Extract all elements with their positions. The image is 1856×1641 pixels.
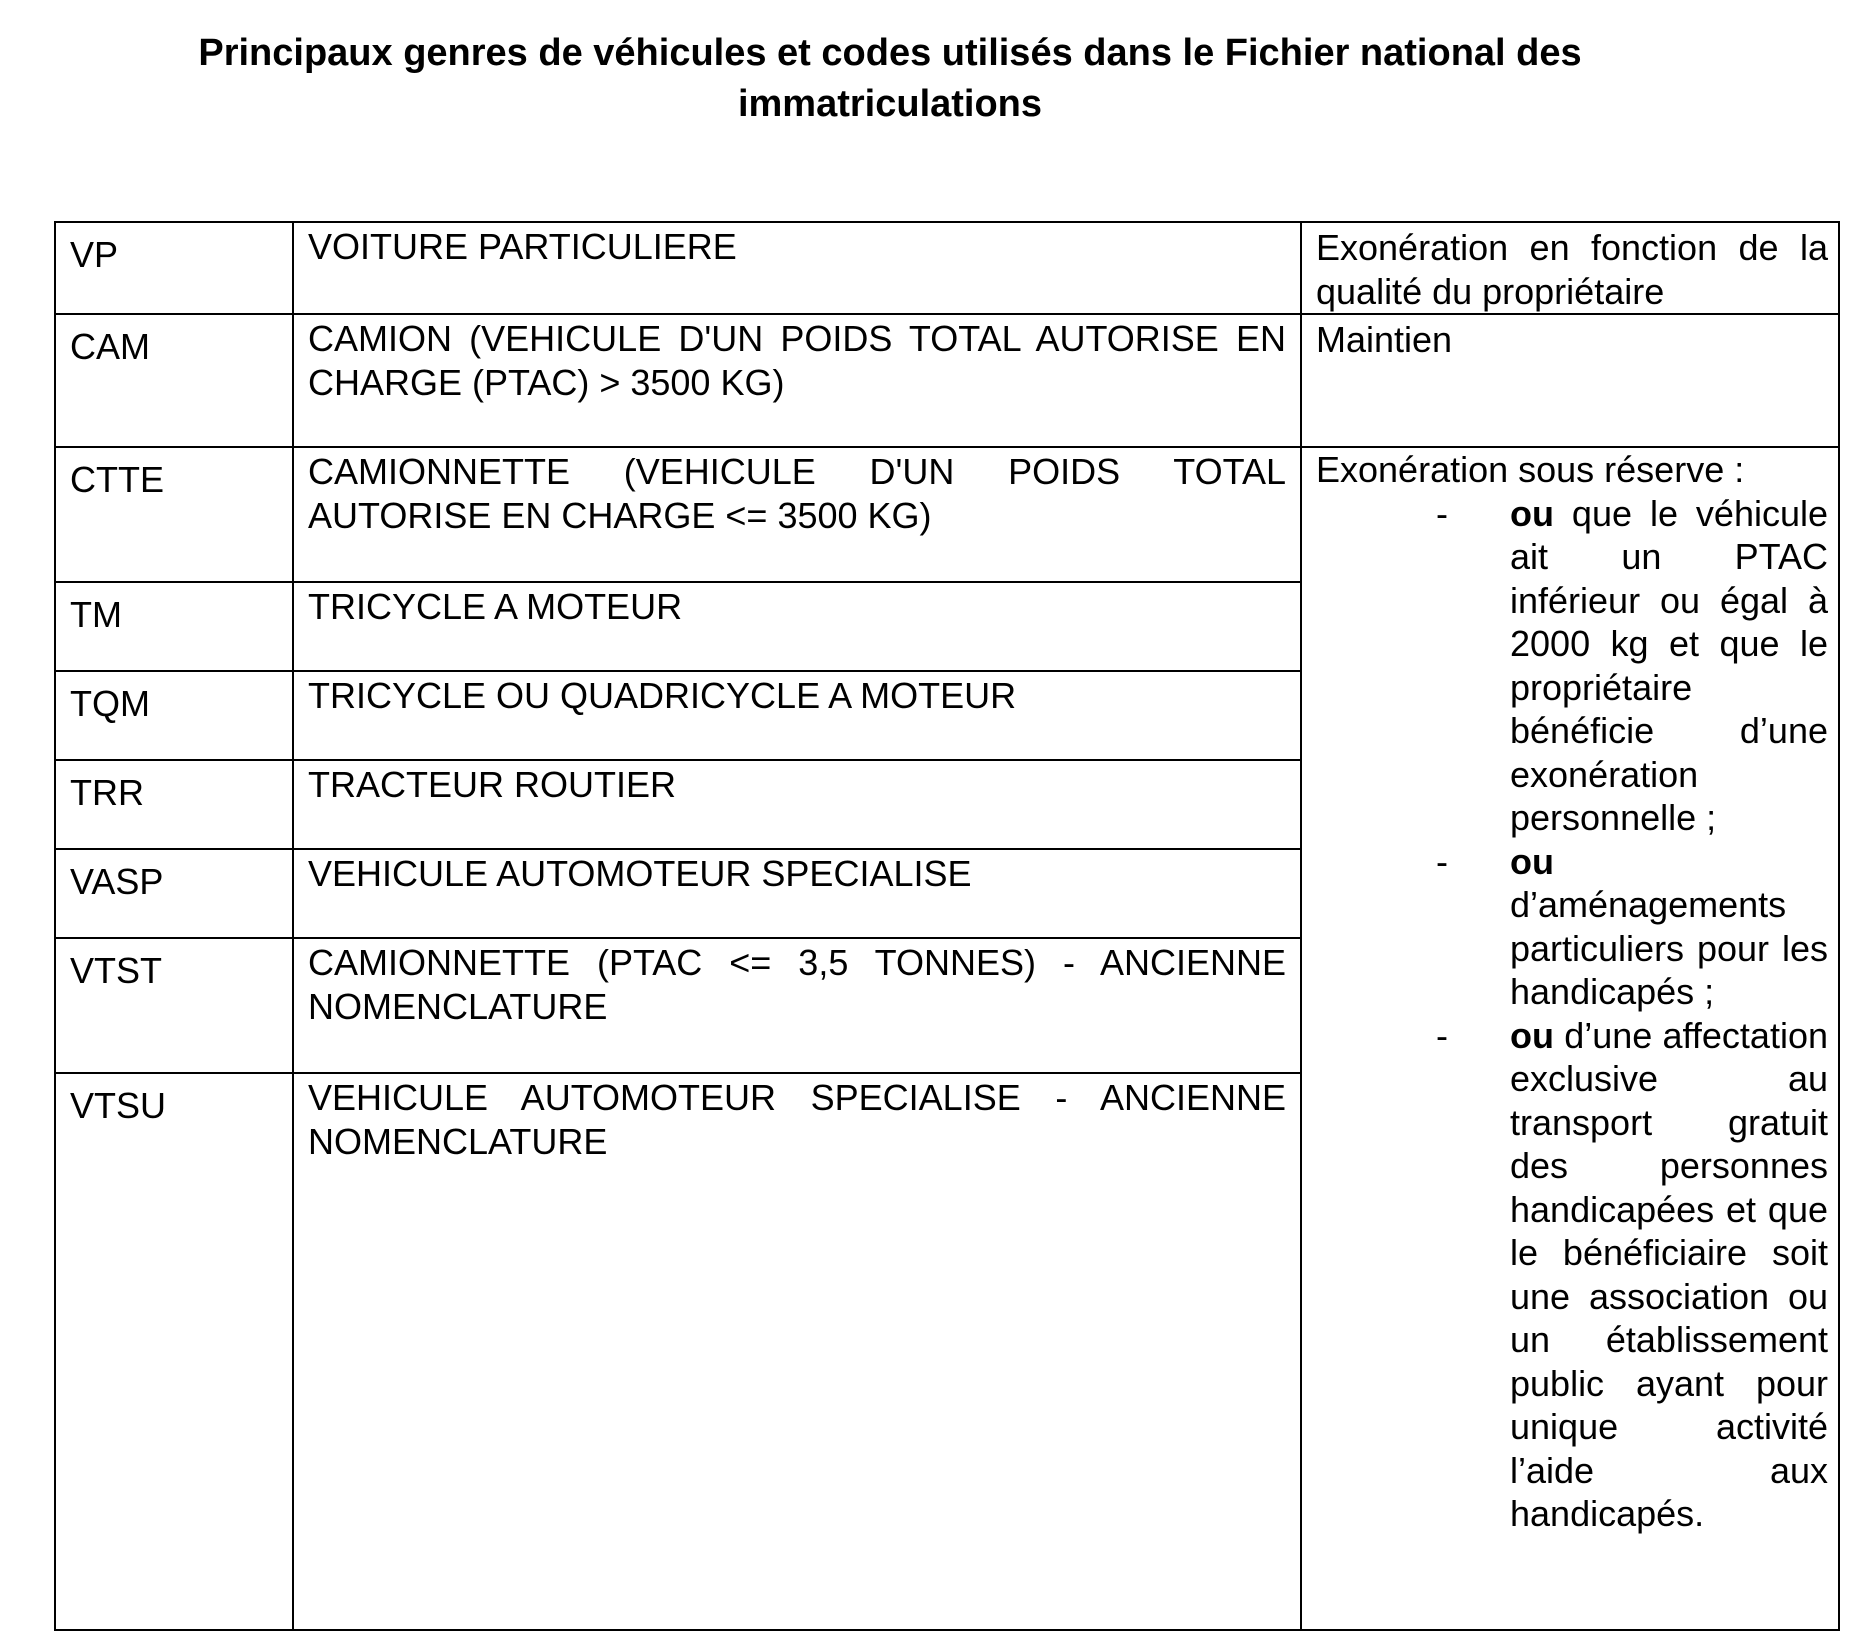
exoneration-reserve-cell <box>1301 447 1839 1630</box>
list-item <box>1316 1014 1828 1536</box>
vehicle-code: TRR <box>55 760 293 849</box>
condition-keyword: ou <box>1510 1014 1554 1056</box>
exoneration-text: Maintien <box>1316 319 1453 360</box>
list-item <box>1316 840 1828 1014</box>
condition-text: d’une affectation exclusive au transport gratuit des personnes handicapées et que le bénéficiaire soit une association ou un établissement public ayant pour unique activité l’aide aux handicapés. <box>1510 1014 1828 1534</box>
table-row <box>55 222 1839 314</box>
vehicle-code: TM <box>55 582 293 671</box>
vehicle-type-label: VOITURE PARTICULIERE <box>293 222 1301 314</box>
vehicle-type-label: TRACTEUR ROUTIER <box>293 760 1301 849</box>
exoneration-intro: Exonération sous réserve : <box>1316 449 1745 490</box>
exoneration-text: Exonération en fonction de la qualité du propriétaire <box>1316 227 1828 312</box>
vehicle-code: CTTE <box>55 447 293 582</box>
vehicle-code: CAM <box>55 314 293 447</box>
page-title: Principaux genres de véhicules et codes utilisés dans le Fichier national des immatriculations <box>198 32 1582 125</box>
table-row <box>55 447 1839 582</box>
condition-text: que le véhicule ait un PTAC inférieur ou égal à 2000 kg et que le propriétaire bénéficie d’une exonération personnelle ; <box>1510 492 1828 838</box>
vehicle-type-label: TRICYCLE OU QUADRICYCLE A MOTEUR <box>293 671 1301 760</box>
dash-bullet: - <box>1436 492 1448 534</box>
vehicle-type-label: TRICYCLE A MOTEUR <box>293 582 1301 671</box>
list-item <box>1316 492 1828 840</box>
table-row <box>55 314 1839 447</box>
vehicle-code: TQM <box>55 671 293 760</box>
vehicle-type-label: VEHICULE AUTOMOTEUR SPECIALISE - ANCIENNE NOMENCLATURE <box>293 1073 1301 1630</box>
dash-bullet: - <box>1436 1014 1448 1056</box>
vehicle-type-label: CAMIONNETTE (VEHICULE D'UN POIDS TOTAL AUTORISE EN CHARGE <= 3500 KG) <box>293 447 1301 582</box>
vehicle-code: VASP <box>55 849 293 938</box>
vehicle-type-label: CAMIONNETTE (PTAC <= 3,5 TONNES) - ANCIENNE NOMENCLATURE <box>293 938 1301 1073</box>
vehicle-type-label: VEHICULE AUTOMOTEUR SPECIALISE <box>293 849 1301 938</box>
dash-bullet: - <box>1436 840 1448 882</box>
vehicle-code: VTST <box>55 938 293 1073</box>
exoneration-cell <box>1301 222 1839 314</box>
vehicle-code: VP <box>55 222 293 314</box>
exoneration-cell <box>1301 314 1839 447</box>
condition-keyword: ou <box>1510 840 1554 882</box>
vehicle-code: VTSU <box>55 1073 293 1630</box>
vehicle-codes-table <box>54 221 1840 1631</box>
vehicle-type-label: CAMION (VEHICULE D'UN POIDS TOTAL AUTORISE EN CHARGE (PTAC) > 3500 KG) <box>293 314 1301 447</box>
condition-text: d’aménagements particuliers pour les handicapés ; <box>1510 884 1828 1012</box>
condition-keyword: ou <box>1510 492 1554 534</box>
exoneration-conditions-list <box>1316 492 1828 1536</box>
